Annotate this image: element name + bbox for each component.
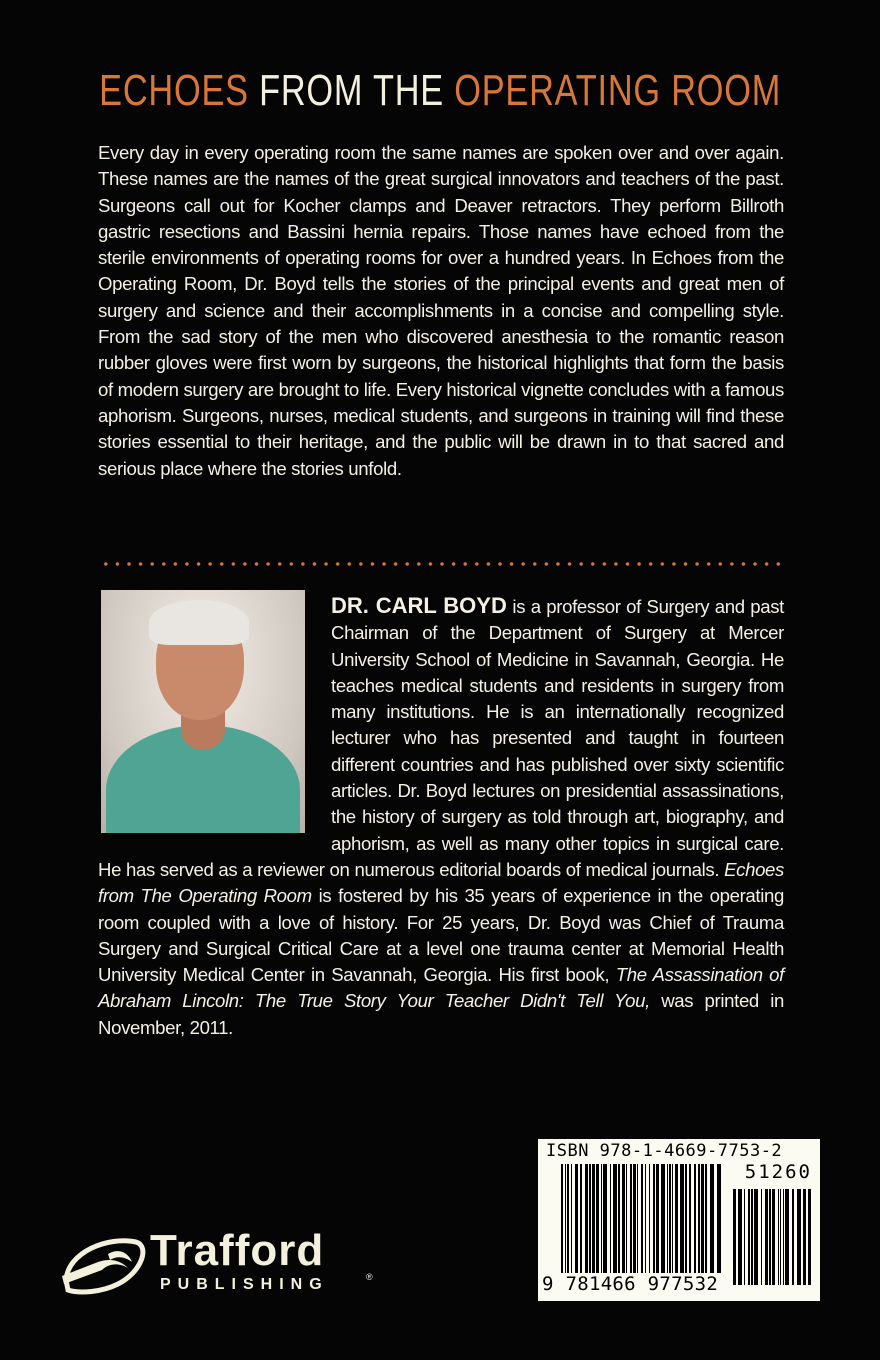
bio-text-2: is fostered by his 35 years of experience in the operating room coupled with a love of history. For 25 years, Dr. Boyd was Chief of Trauma Surgery and Surgical Critical Care at a level one trauma center at Memorial Health University Medical Center in Savannah, Georgia. His first book, bbox=[98, 885, 785, 986]
barcode-bar bbox=[656, 1164, 659, 1290]
barcode-bar bbox=[649, 1164, 650, 1290]
barcode-bar bbox=[765, 1189, 768, 1285]
author-photo bbox=[101, 590, 305, 833]
barcode-bar bbox=[633, 1164, 636, 1290]
barcode-bar bbox=[761, 1189, 762, 1285]
barcode-bar bbox=[780, 1189, 781, 1285]
barcode-bar bbox=[778, 1189, 779, 1285]
barcode-bar bbox=[637, 1164, 638, 1290]
price-barcode-bars bbox=[733, 1189, 813, 1285]
barcode-bar bbox=[622, 1164, 625, 1290]
barcode-bar bbox=[645, 1164, 646, 1290]
isbn-label: ISBN 978-1-4669-7753-2 bbox=[546, 1141, 783, 1161]
bio-text-1: is a professor of Surgery and past Chairman of the Department of Surgery at Mercer University School of Medicine in Savannah, Georgia. He teaches medical students and residents in surgery from many institutions. He is an internationally recognized lecturer who has presented and taught in fourteen different countries and has published over sixty scientific articles. Dr. Boyd lectures on presidential assassinations, the history of surgery as told through art, biography, and aphorism, as well as many other topics in surgical care. He has served as a reviewer on numerous editorial boards of medical journals. bbox=[98, 596, 784, 880]
barcode-bar bbox=[585, 1164, 588, 1290]
barcode-bar bbox=[653, 1164, 655, 1290]
barcode-bar bbox=[738, 1189, 742, 1285]
barcode-bar bbox=[785, 1189, 789, 1285]
barcode-bar bbox=[567, 1164, 569, 1290]
barcode-bar bbox=[808, 1189, 811, 1285]
barcode-bar bbox=[685, 1164, 687, 1290]
barcode-bar bbox=[751, 1189, 753, 1285]
bio-book-title-1: Echoes from The Operating Room bbox=[98, 858, 784, 907]
barcode-bar bbox=[592, 1164, 595, 1290]
publisher-logo bbox=[58, 1226, 388, 1302]
barcode-bar bbox=[710, 1164, 714, 1290]
barcode-bar bbox=[803, 1189, 806, 1285]
publisher-sub: PUBLISHING bbox=[160, 1276, 329, 1293]
barcode-bar bbox=[680, 1164, 684, 1290]
barcode-bar bbox=[783, 1189, 784, 1285]
barcode-bar bbox=[641, 1164, 643, 1290]
barcode-bar bbox=[769, 1189, 771, 1285]
isbn-barcode bbox=[538, 1139, 820, 1301]
barcode-bar bbox=[694, 1164, 696, 1290]
title-word-from-the: FROM THE bbox=[258, 66, 444, 115]
barcode-bar bbox=[754, 1189, 758, 1285]
barcode-bar bbox=[698, 1164, 700, 1290]
barcode-bar bbox=[669, 1164, 671, 1290]
barcode-bar bbox=[601, 1164, 602, 1290]
barcode-bar bbox=[705, 1164, 707, 1290]
barcode-bar bbox=[571, 1164, 572, 1290]
author-name: DR. CARL BOYD bbox=[331, 593, 507, 618]
title-word-echoes: ECHOES bbox=[99, 66, 249, 115]
barcode-bar bbox=[613, 1164, 617, 1290]
barcode-bar bbox=[744, 1189, 745, 1285]
barcode-bar bbox=[603, 1164, 607, 1290]
title-word-operating-room: OPERATING ROOM bbox=[454, 66, 781, 115]
book-title bbox=[0, 66, 880, 116]
author-bio bbox=[98, 593, 784, 1041]
barcode-bar bbox=[792, 1189, 794, 1285]
barcode-bar bbox=[561, 1164, 563, 1290]
barcode-bar bbox=[717, 1164, 721, 1290]
barcode-bar bbox=[733, 1189, 736, 1285]
barcode-bar bbox=[626, 1164, 627, 1290]
barcode-bar bbox=[575, 1164, 578, 1290]
bio-book-title-2: The Assassination of Abraham Lincoln: The True Story Your Teacher Didn't Tell You, bbox=[98, 964, 784, 1012]
barcode-bar bbox=[589, 1164, 591, 1290]
ean-barcode-bars bbox=[561, 1164, 723, 1290]
barcode-bar bbox=[772, 1189, 775, 1285]
barcode-bar bbox=[675, 1164, 678, 1290]
price-code: 51260 bbox=[744, 1161, 812, 1183]
book-blurb: Every day in every operating room the same names are spoken over and over again. These names are the names of the great surgical innovators and teachers of the past. Surgeons call out for Kocher clamps and Deaver retractors. They perform Billroth gastric resections and Bassini hernia repairs. Those names have echoed from the sterile environments of operating rooms for over a hundred years. In Echoes from the Operating Room, Dr. Boyd tells the stories of the principal events and great men of surgery and science and their accomplishments in a concise and compelling style. From the sad story of the men who discovered anesthesia to the romantic reason rubber gloves were first worn by surgeons, the historical highlights that form the basis of modern surgery are brought to life. Every historical vignette concludes with a famous aphorism. Surgeons, nurses, medical students, and surgeons in training will find these stories essential to their heritage, and the public will be drawn in to that sacred and serious place where the stories unfold. bbox=[98, 142, 784, 479]
barcode-bar bbox=[618, 1164, 620, 1290]
barcode-bar bbox=[580, 1164, 582, 1290]
ean-number: 9 781466 977532 bbox=[542, 1273, 721, 1295]
dotted-divider bbox=[100, 562, 782, 566]
barcode-bar bbox=[667, 1164, 668, 1290]
barcode-bar bbox=[748, 1189, 750, 1285]
barcode-bar bbox=[689, 1164, 691, 1290]
barcode-bar bbox=[596, 1164, 599, 1290]
barcode-bar bbox=[797, 1189, 801, 1285]
barcode-bar bbox=[672, 1164, 673, 1290]
bio-text-3: was printed in November, 2011. bbox=[98, 990, 784, 1038]
trafford-swoosh-icon bbox=[58, 1232, 148, 1302]
publisher-name: Trafford bbox=[150, 1226, 325, 1275]
barcode-bar bbox=[565, 1164, 566, 1290]
registered-mark: ® bbox=[366, 1272, 373, 1282]
barcode-bar bbox=[701, 1164, 704, 1290]
barcode-bar bbox=[661, 1164, 665, 1290]
barcode-bar bbox=[630, 1164, 632, 1290]
barcode-bar bbox=[610, 1164, 611, 1290]
